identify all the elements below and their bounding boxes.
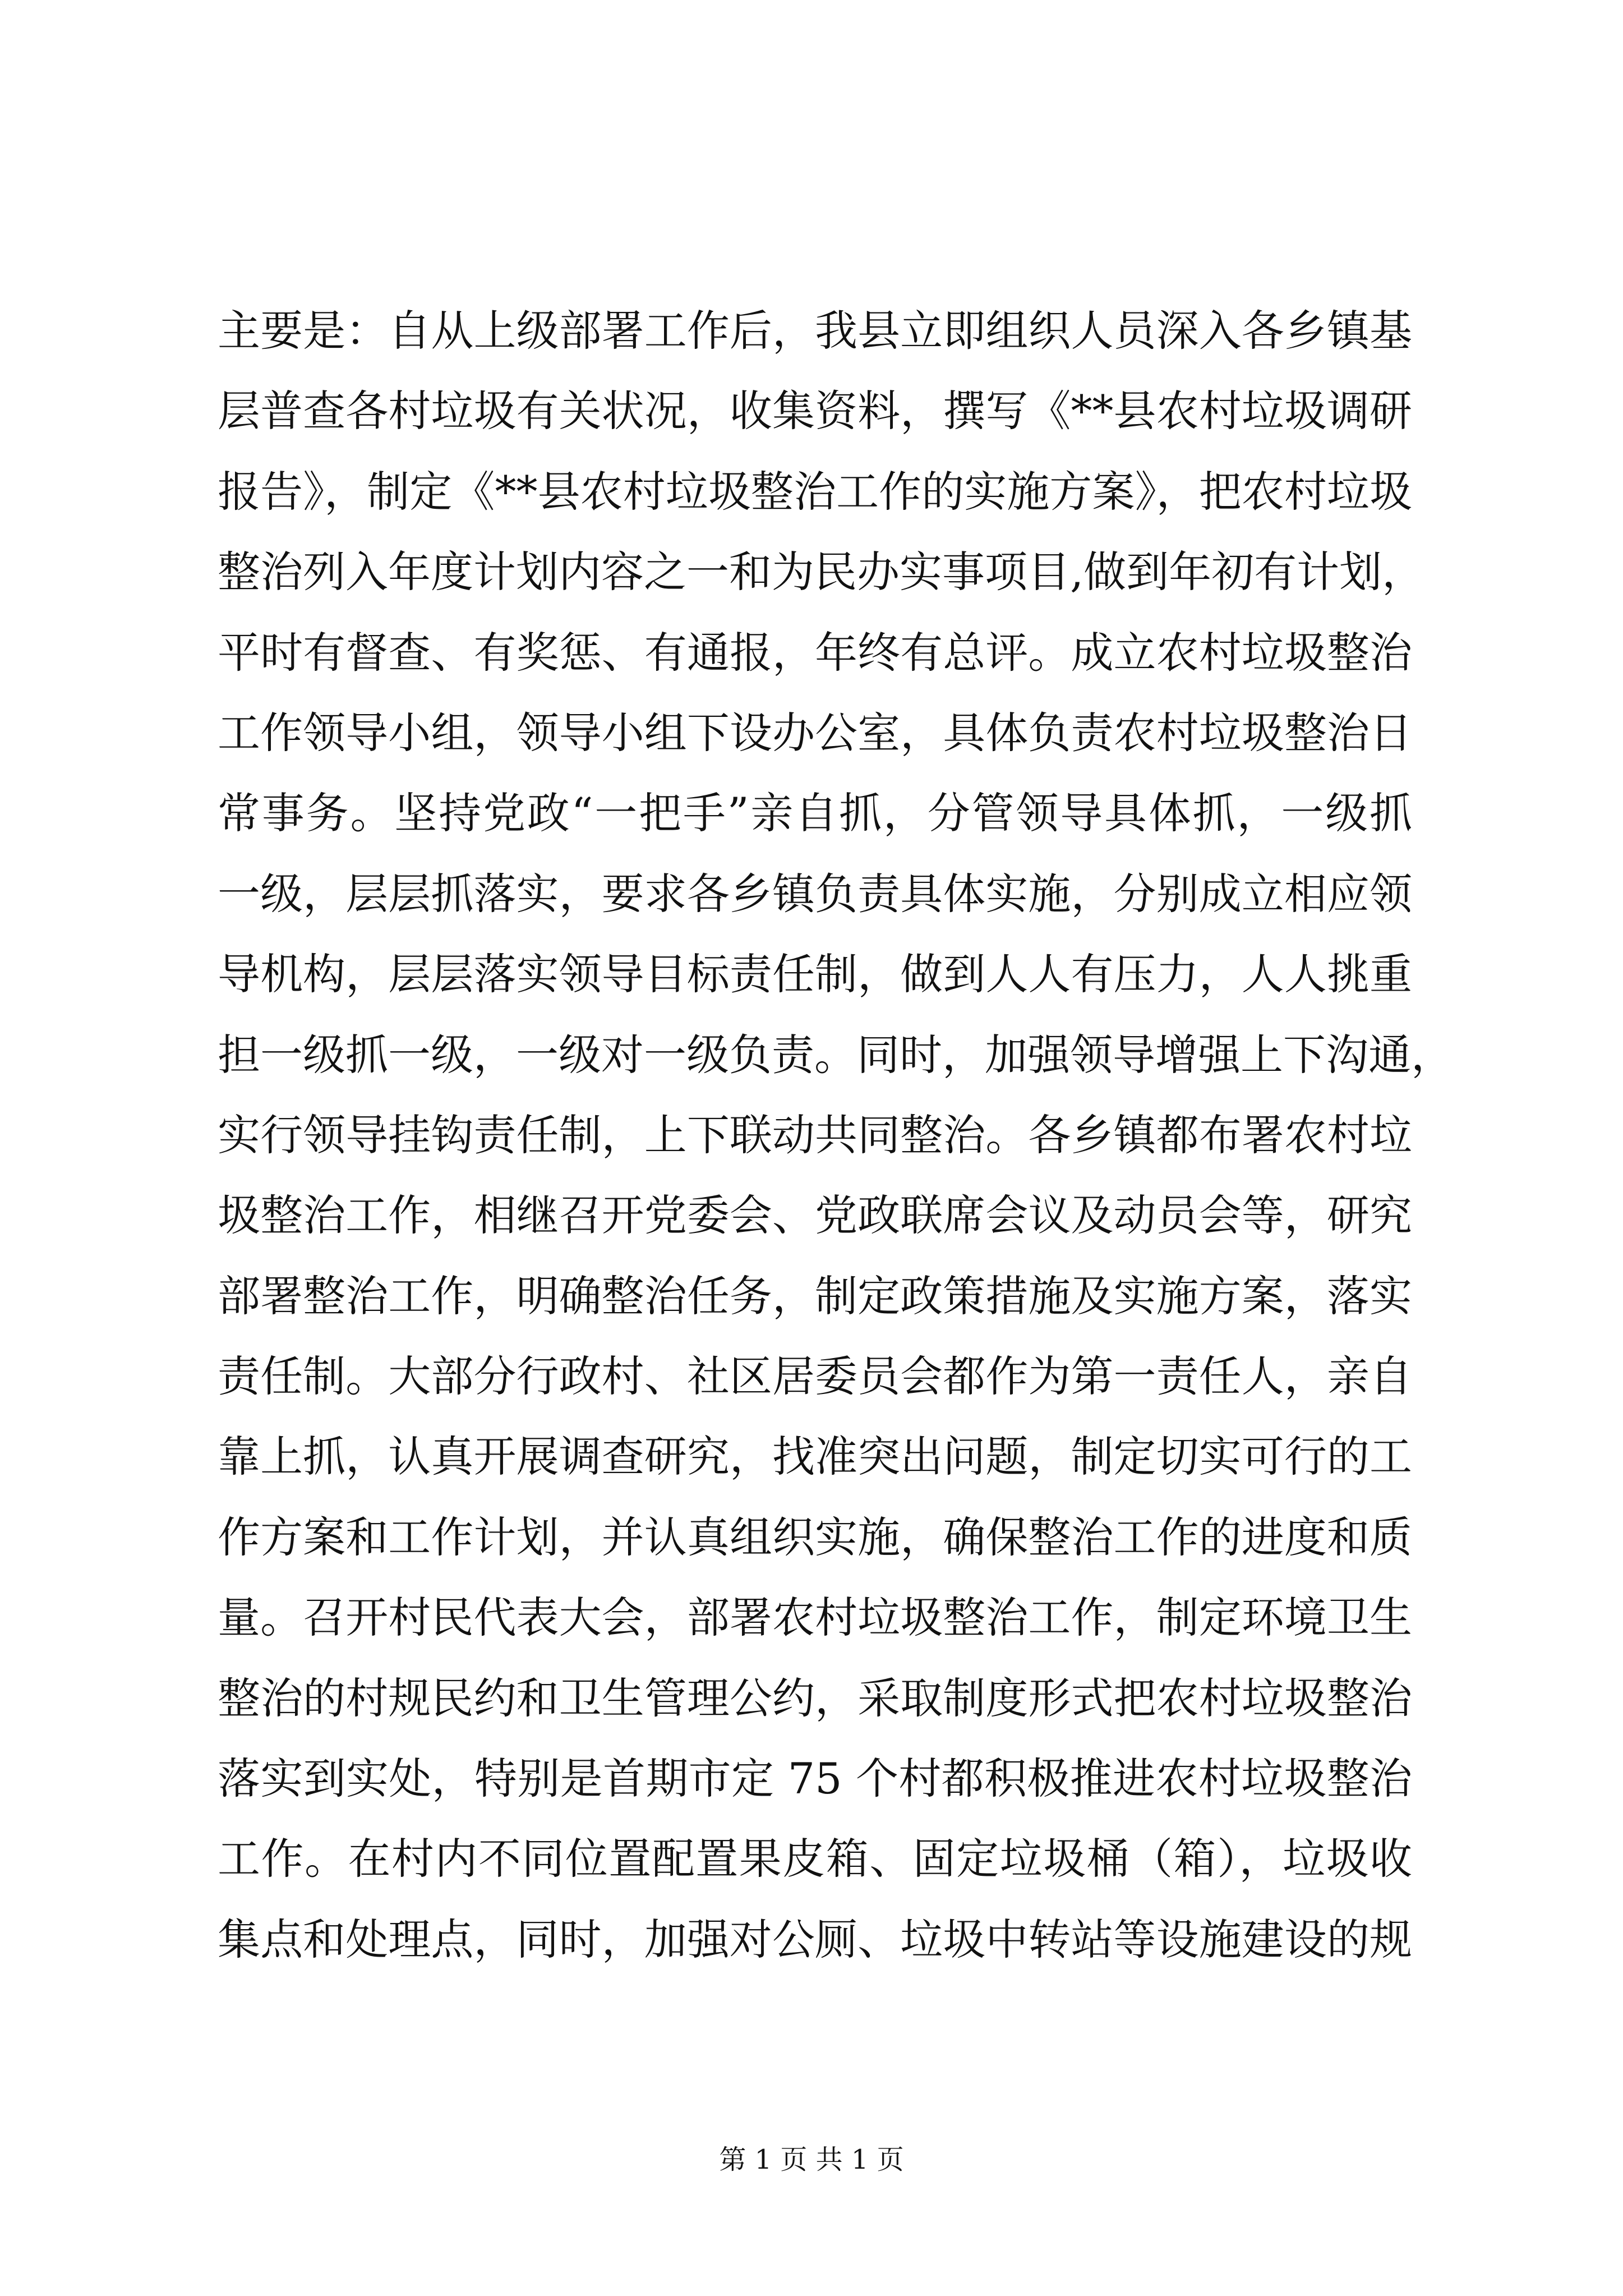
- text-line-5: 平时有督查、有奖惩、有通报，年终有总评。成立农村垃圾整治: [218, 627, 1412, 678]
- text-line-10: 担一级抓一级，一级对一级负责。同时，加强领导增强上下沟通，: [218, 1029, 1454, 1080]
- text-line-6: 工作领导小组，领导小组下设办公室，具体负责农村垃圾整治日: [218, 707, 1412, 758]
- text-line-2: 层普查各村垃圾有关状况，收集资料，撰写《**县农村垃圾调研: [218, 386, 1412, 436]
- text-line-19: 落实到实处，特别是首期市定 75 个村都积极推进农村垃圾整治: [218, 1754, 1412, 1804]
- text-line-9: 导机构，层层落实领导目标责任制，做到人人有压力，人人挑重: [218, 949, 1412, 1000]
- text-line-16: 作方案和工作计划，并认真组织实施，确保整治工作的进度和质: [218, 1512, 1412, 1562]
- text-line-14: 责任制。大部分行政村、社区居委员会都作为第一责任人，亲自: [218, 1351, 1412, 1402]
- text-line-13: 部署整治工作，明确整治任务，制定政策措施及实施方案，落实: [218, 1271, 1412, 1321]
- text-line-17: 量。召开村民代表大会，部署农村垃圾整治工作，制定环境卫生: [218, 1593, 1412, 1643]
- body-paragraph: [218, 291, 1454, 1980]
- text-line-3: 报告》，制定《**县农村垃圾整治工作的实施方案》，把农村垃圾: [218, 466, 1412, 517]
- text-line-1: 主要是：自从上级部署工作后，我县立即组织人员深入各乡镇基: [218, 306, 1412, 356]
- text-line-4: 整治列入年度计划内容之一和为民办实事项目,做到年初有计划，: [218, 547, 1425, 597]
- text-line-20: 工作。在村内不同位置配置果皮箱、固定垃圾桶（箱），垃圾收: [218, 1834, 1412, 1884]
- text-line-18: 整治的村规民约和卫生管理公约，采取制度形式把农村垃圾整治: [218, 1673, 1412, 1723]
- text-line-15: 靠上抓，认真开展调查研究，找准突出问题，制定切实可行的工: [218, 1432, 1412, 1482]
- text-line-21: 集点和处理点，同时，加强对公厕、垃圾中转站等设施建设的规: [218, 1914, 1412, 1964]
- text-line-7: 常事务。坚持党政“一把手”亲自抓，分管领导具体抓，一级抓: [218, 788, 1412, 839]
- text-line-12: 圾整治工作，相继召开党委会、党政联席会议及动员会等，研究: [218, 1190, 1412, 1241]
- text-line-11: 实行领导挂钩责任制，上下联动共同整治。各乡镇都布署农村垃: [218, 1110, 1412, 1160]
- page-footer: 第 1 页 共 1 页: [719, 2144, 904, 2175]
- text-line-8: 一级，层层抓落实，要求各乡镇负责具体实施，分别成立相应领: [218, 868, 1412, 919]
